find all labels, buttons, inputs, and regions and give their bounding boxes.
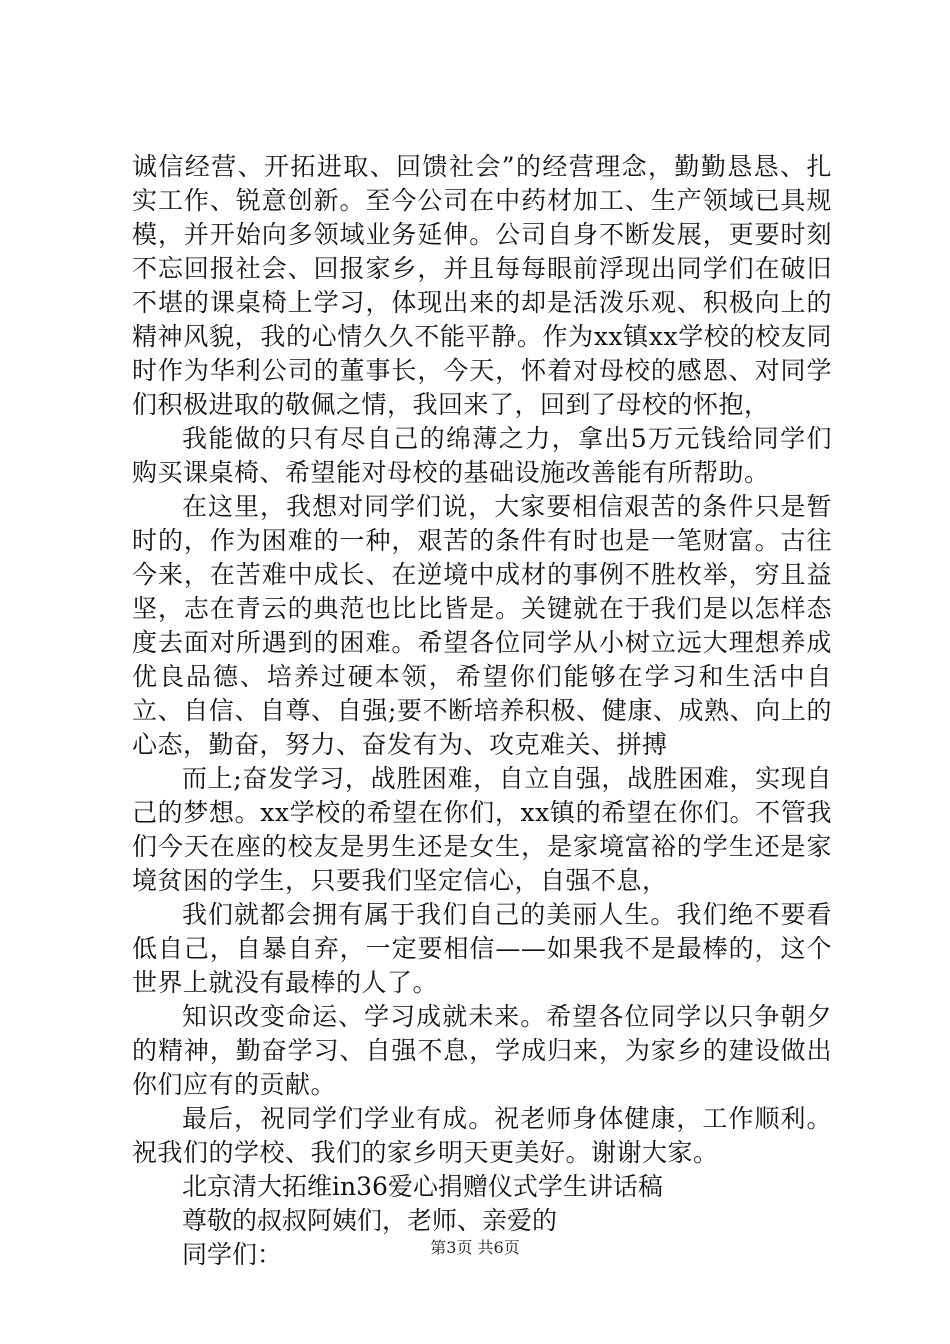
page-number: 第3页 共6页 <box>430 1238 520 1257</box>
paragraph: 而上;奋发学习，战胜困难，自立自强，战胜困难，实现自己的梦想。xx学校的希望在你们，xx镇的希望在你们。不管我们今天在座的校友是男生还是女生，是家境富裕的学生还是家境贫困的学生，只要我们坚定信心，自强不息， <box>132 764 832 895</box>
document-body <box>132 150 832 1272</box>
paragraph: 最后，祝同学们学业有成。祝老师身体健康，工作顺利。祝我们的学校、我们的家乡明天更美好。谢谢大家。 <box>132 1104 832 1167</box>
paragraph: 我们就都会拥有属于我们自己的美丽人生。我们绝不要看低自己，自暴自弃，一定要相信——如果我不是最棒的，这个世界上就没有最棒的人了。 <box>132 900 832 997</box>
paragraph: 在这里，我想对同学们说，大家要相信艰苦的条件只是暂时的，作为困难的一种，艰苦的条件有时也是一笔财富。古往今来，在苦难中成长、在逆境中成材的事例不胜枚举，穷且益坚，志在青云的典范也比比皆是。关键就在于我们是以怎样态度去面对所遇到的困难。希望各位同学从小树立远大理想养成优良品德、培养过硬本领，希望你们能够在学习和生活中自立、自信、自尊、自强;要不断培养积极、健康、成熟、向上的心态，勤奋，努力、奋发有为、攻克难关、拼搏 <box>132 492 832 759</box>
paragraph: 知识改变命运、学习成就未来。希望各位同学以只争朝夕的精神，勤奋学习、自强不息，学成归来，为家乡的建设做出你们应有的贡献。 <box>132 1002 832 1099</box>
speech-title: 北京清大拓维in36爱心捐赠仪式学生讲话稿 <box>182 1172 663 1201</box>
paragraph: 我能做的只有尽自己的绵薄之力，拿出5万元钱给同学们购买课桌椅、希望能对母校的基础设施改善能有所帮助。 <box>132 424 832 487</box>
salutation-line: 同学们： <box>182 1240 283 1269</box>
salutation-line: 尊敬的叔叔阿姨们，老师、亲爱的 <box>182 1206 558 1235</box>
paragraph: 诚信经营、开拓进取、回馈社会”的经营理念，勤勤恳恳、扎实工作、锐意创新。至今公司在中药材加工、生产领域已具规模，并开始向多领域业务延伸。公司自身不断发展，更要时刻不忘回报社会、回报家乡，并且每每眼前浮现出同学们在破旧不堪的课桌椅上学习，体现出来的却是活泼乐观、积极向上的精神风貌，我的心情久久不能平静。作为xx镇xx学校的校友同时作为华利公司的董事长，今天，怀着对母校的感恩、对同学们积极进取的敬佩之情，我回来了，回到了母校的怀抱， <box>132 152 832 419</box>
